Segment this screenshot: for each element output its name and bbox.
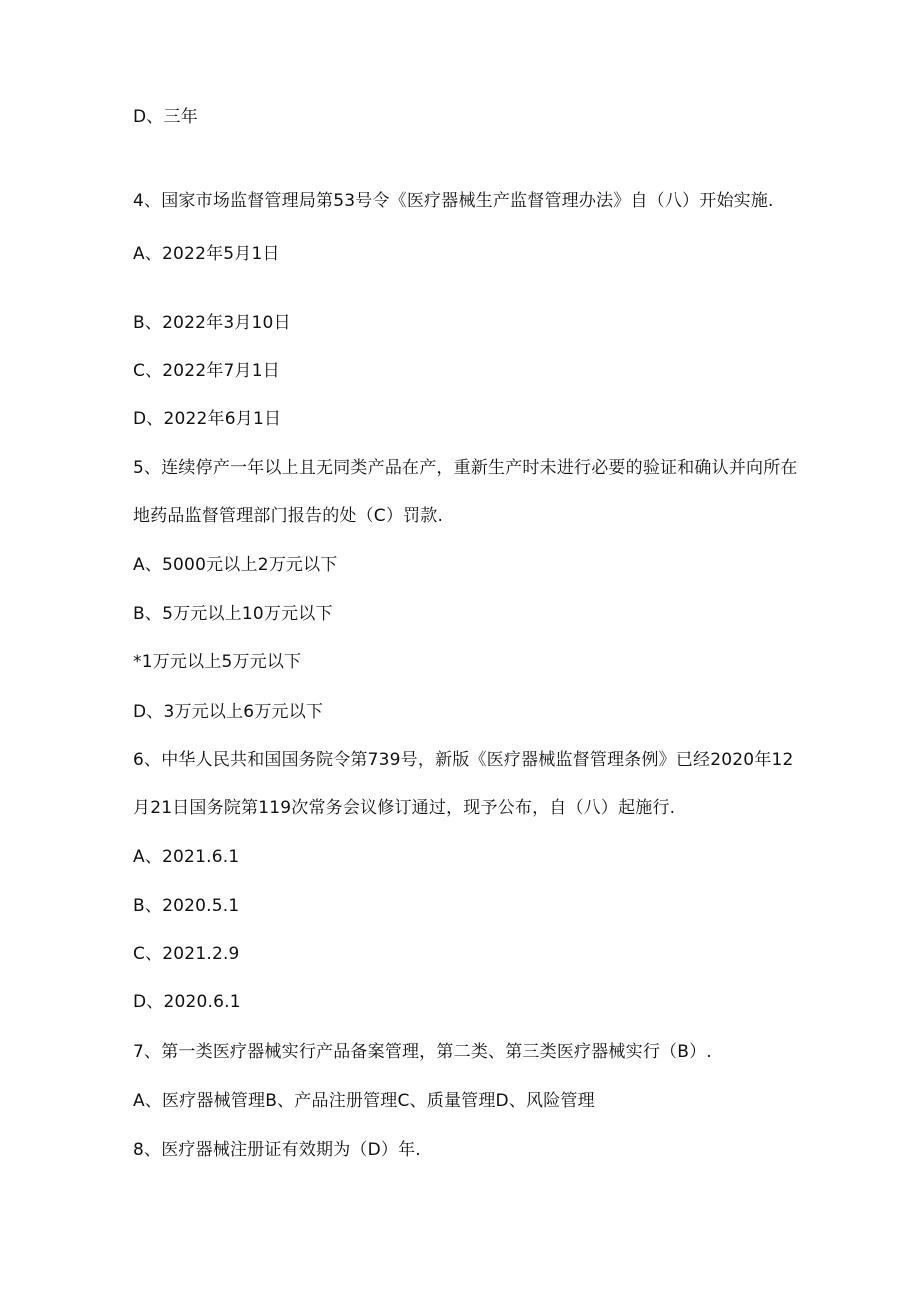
q4-option-c: C、2022年7月1日 — [133, 361, 280, 381]
q6-option-d: D、2020.6.1 — [133, 992, 241, 1012]
q6-option-a: A、2021.6.1 — [133, 847, 240, 867]
q6-option-b: B、2020.5.1 — [133, 896, 240, 916]
q4-option-b: B、2022年3月10日 — [133, 313, 291, 333]
q5-option-c: *1万元以上5万元以下 — [133, 652, 302, 672]
q5-option-a: A、5000元以上2万元以下 — [133, 555, 338, 575]
question-6-line-1: 6、中华人民共和国国务院令第739号，新版《医疗器械监督管理条例》已经2020年12 — [133, 750, 794, 770]
question-4: 4、国家市场监督管理局第53号令《医疗器械生产监督管理办法》自（八）开始实施. — [133, 191, 774, 211]
q5-option-b: B、5万元以上10万元以下 — [133, 604, 333, 624]
question-6-line-2: 月21日国务院第119次常务会议修订通过，现予公布，自（八）起施行. — [133, 798, 676, 818]
question-5-line-1: 5、连续停产一年以上且无同类产品在产，重新生产时未进行必要的验证和确认并向所在 — [133, 458, 798, 478]
q4-option-a: A、2022年5月1日 — [133, 244, 280, 264]
option-d-three-years: D、三年 — [133, 107, 198, 127]
q6-option-c: C、2021.2.9 — [133, 944, 240, 964]
q4-option-d: D、2022年6月1日 — [133, 409, 282, 429]
question-7: 7、第一类医疗器械实行产品备案管理，第二类、第三类医疗器械实行（B）. — [133, 1042, 712, 1062]
question-8: 8、医疗器械注册证有效期为（D）年. — [133, 1140, 421, 1160]
q5-option-d: D、3万元以上6万元以下 — [133, 702, 324, 722]
question-5-line-2: 地药品监督管理部门报告的处（C）罚款. — [133, 506, 444, 526]
q7-options: A、医疗器械管理B、产品注册管理C、质量管理D、风险管理 — [133, 1091, 595, 1111]
